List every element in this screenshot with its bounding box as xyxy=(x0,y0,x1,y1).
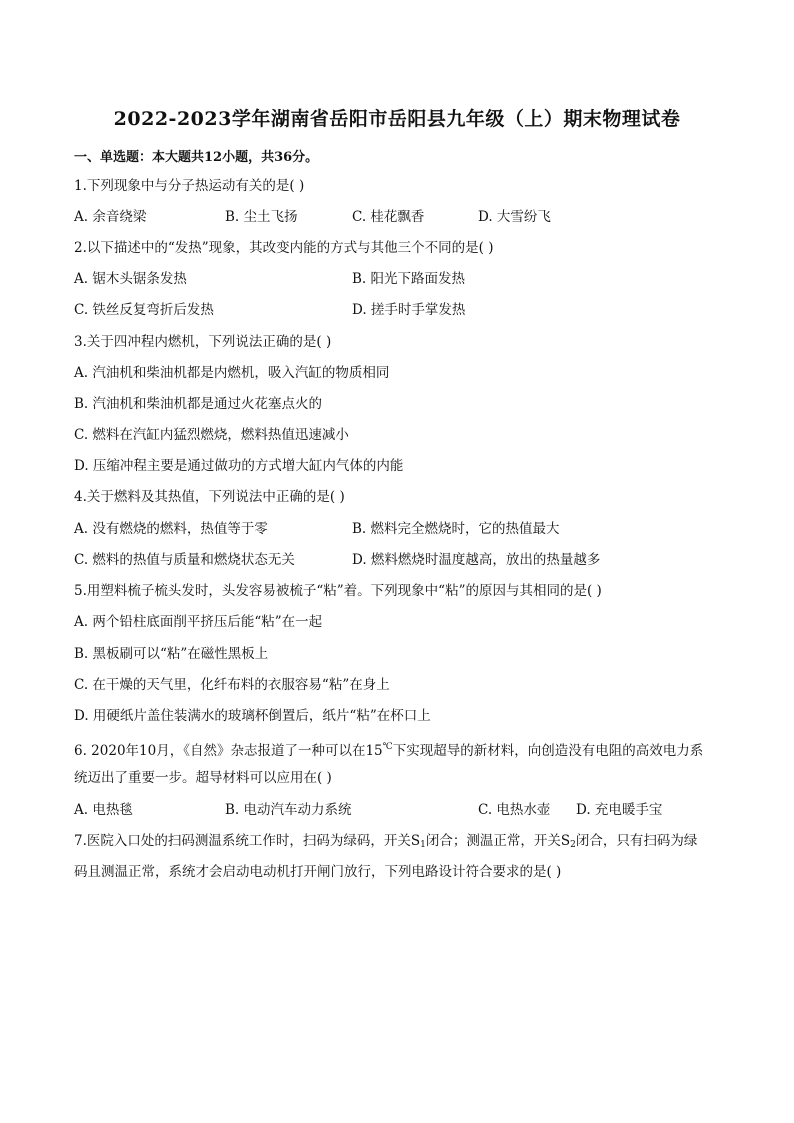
degree-celsius-sign: ℃ xyxy=(382,742,393,752)
question-7-stem xyxy=(74,832,697,854)
question-3-option-d: D. 压缩冲程主要是通过做功的方式增大缸内气体的内能 xyxy=(74,458,404,474)
question-6-option-d: D. 充电暖手宝 xyxy=(576,802,663,818)
question-3-option-c: C. 燃料在汽缸内猛烈燃烧，燃料热值迅速减小 xyxy=(74,427,349,443)
question-3-option-b: B. 汽油机和柴油机都是通过火花塞点火的 xyxy=(74,396,323,412)
question-6-option-a: A. 电热毯 xyxy=(74,802,133,818)
question-5-option-d: D. 用硬纸片盖住装满水的玻璃杯倒置后，纸片“粘”在杯口上 xyxy=(74,708,431,724)
question-1-stem: 1.下列现象中与分子热运动有关的是( ) xyxy=(74,178,305,194)
question-2-option-a: A. 锯木头锯条发热 xyxy=(74,271,187,287)
question-1-option-a: A. 余音绕梁 xyxy=(74,209,147,225)
switch-s1-subscript: 1 xyxy=(420,840,426,850)
question-4-option-d: D. 燃料燃烧时温度越高，放出的热量越多 xyxy=(352,552,601,568)
switch-s2-subscript: 2 xyxy=(570,840,576,850)
question-7-stem-part-c: 闭合，只有扫码为绿 xyxy=(575,833,698,849)
question-6-option-c: C. 电热水壶 xyxy=(478,802,551,818)
question-5-option-b: B. 黑板刷可以“粘”在磁性黑板上 xyxy=(74,646,269,662)
question-2-option-d: D. 搓手时手掌发热 xyxy=(352,302,466,318)
question-7-stem-part-b: 闭合；测温正常，开关S xyxy=(425,833,571,849)
question-6-option-b: B. 电动汽车动力系统 xyxy=(225,802,352,818)
question-6-stem-part-a: 6. 2020年10月，《自然》杂志报道了一种可以在15 xyxy=(74,743,383,759)
question-2-option-b: B. 阳光下路面发热 xyxy=(352,271,466,287)
question-4-option-a: A. 没有燃烧的燃料，热值等于零 xyxy=(74,521,268,537)
question-5-stem: 5.用塑料梳子梳头发时，头发容易被梳子“粘”着。下列现象中“粘”的原因与其相同的是( ) xyxy=(74,583,602,599)
question-1-option-c: C. 桂花飘香 xyxy=(352,209,425,225)
question-4-option-c: C. 燃料的热值与质量和燃烧状态无关 xyxy=(74,552,295,568)
question-7-stem-part-a: 7.医院入口处的扫码测温系统工作时，扫码为绿码，开关S xyxy=(74,833,421,849)
question-5-option-a: A. 两个铅柱底面削平挤压后能“粘”在一起 xyxy=(74,614,323,630)
question-1-option-b: B. 尘土飞扬 xyxy=(225,209,298,225)
question-4-option-b: B. 燃料完全燃烧时，它的热值最大 xyxy=(352,521,560,537)
question-6-stem xyxy=(74,738,703,760)
question-3-option-a: A. 汽油机和柴油机都是内燃机，吸入汽缸的物质相同 xyxy=(74,365,390,381)
question-6-stem-line-2: 统迈出了重要一步。超导材料可以应用在( ) xyxy=(74,770,332,786)
question-3-stem: 3.关于四冲程内燃机，下列说法正确的是( ) xyxy=(74,334,332,350)
question-1-option-d: D. 大雪纷飞 xyxy=(478,209,551,225)
question-7-stem-line-2: 码且测温正常，系统才会启动电动机打开闸门放行，下列电路设计符合要求的是( ) xyxy=(74,864,562,880)
question-2-stem: 2.以下描述中的“发热”现象，其改变内能的方式与其他三个不同的是( ) xyxy=(74,240,494,256)
exam-title: 2022-2023学年湖南省岳阳市岳阳县九年级（上）期末物理试卷 xyxy=(113,108,681,130)
question-2-option-c: C. 铁丝反复弯折后发热 xyxy=(74,302,214,318)
question-5-option-c: C. 在干燥的天气里，化纤布料的衣服容易“粘”在身上 xyxy=(74,677,390,693)
question-4-stem: 4.关于燃料及其热值，下列说法中正确的是( ) xyxy=(74,489,345,505)
question-6-stem-part-b: 下实现超导的新材料，向创造没有电阻的高效电力系 xyxy=(392,743,704,759)
section-heading: 一、单选题：本大题共12小题，共36分。 xyxy=(74,150,319,165)
